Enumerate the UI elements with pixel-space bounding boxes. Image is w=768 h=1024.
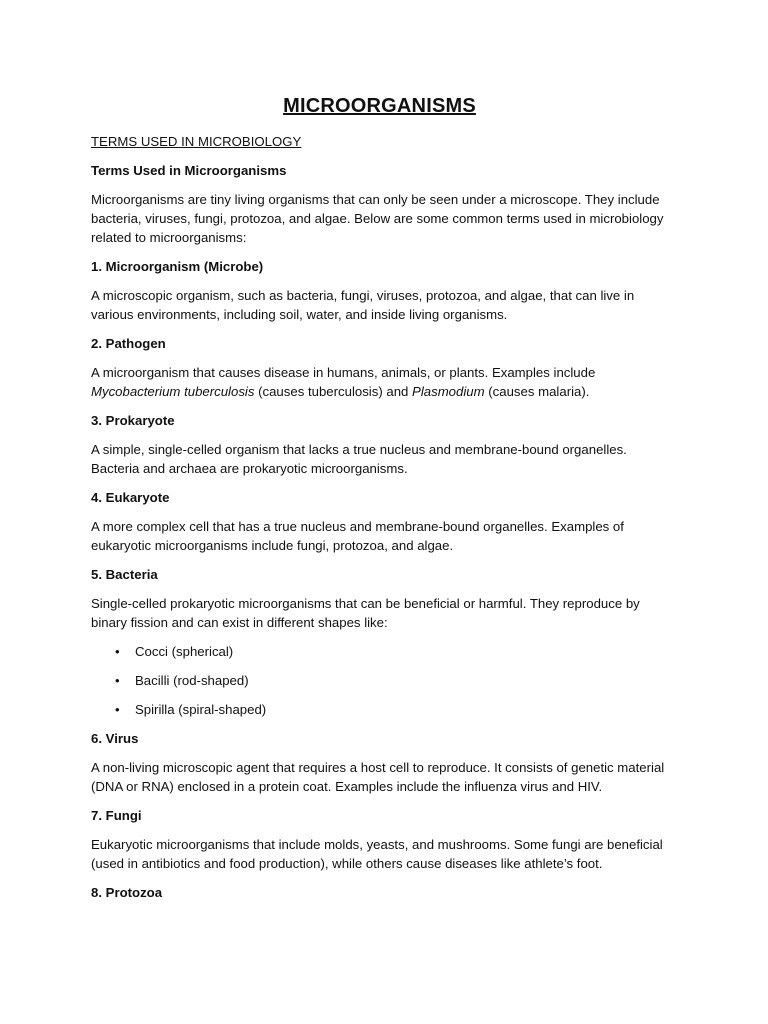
term-heading: 6. Virus	[91, 731, 139, 746]
term-heading: 2. Pathogen	[91, 336, 166, 351]
list-item	[91, 642, 668, 661]
term-definition: A microscopic organism, such as bacteria, fungi, viruses, protozoa, and algae, that can live in various environments, including soil, water, and inside living organisms.	[91, 288, 635, 322]
bullet-icon: •	[115, 644, 120, 659]
term-heading: 5. Bacteria	[91, 567, 158, 582]
term-definition: A simple, single-celled organism that lacks a true nucleus and membrane-bound organelles. Bacteria and archaea are prokaryotic microorganisms.	[91, 442, 627, 476]
bullet-icon: •	[115, 702, 120, 717]
document-subheading: TERMS USED IN MICROBIOLOGY	[91, 134, 302, 149]
text-run: A microorganism that causes disease in humans, animals, or plants. Examples include	[91, 365, 596, 380]
text-run: (causes tuberculosis) and	[254, 384, 413, 399]
list-item-text: Bacilli (rod-shaped)	[135, 673, 249, 688]
term-heading: 1. Microorganism (Microbe)	[91, 259, 264, 274]
species-name: Mycobacterium tuberculosis	[91, 384, 255, 399]
term-definition: Eukaryotic microorganisms that include molds, yeasts, and mushrooms. Some fungi are beneficial (used in antibiotics and food production), while others cause diseases like athlete’s foot.	[91, 837, 663, 871]
list-item-text: Cocci (spherical)	[135, 644, 234, 659]
term-heading: 8. Protozoa	[91, 885, 163, 900]
text-run: (causes malaria).	[484, 384, 590, 399]
species-name: Plasmodium	[412, 384, 485, 399]
section-title: Terms Used in Microorganisms	[91, 163, 287, 178]
document-title: MICROORGANISMS	[283, 95, 476, 117]
term-definition: A more complex cell that has a true nucleus and membrane-bound organelles. Examples of eukaryotic microorganisms include fungi, protozoa, and algae.	[91, 519, 624, 553]
list-item-text: Spirilla (spiral-shaped)	[135, 702, 267, 717]
term-definition: Single-celled prokaryotic microorganisms that can be beneficial or harmful. They reproduce by binary fission and can exist in different shapes like:	[91, 596, 640, 630]
term-heading: 3. Prokaryote	[91, 413, 175, 428]
list-item	[91, 671, 668, 690]
intro-paragraph: Microorganisms are tiny living organisms that can only be seen under a microscope. They include bacteria, viruses, fungi, protozoa, and algae. Below are some common terms used in microbiology related to microorganisms:	[91, 192, 664, 245]
bullet-icon: •	[115, 673, 120, 688]
list-item	[91, 700, 668, 719]
term-heading: 7. Fungi	[91, 808, 142, 823]
term-definition	[91, 363, 668, 401]
term-heading: 4. Eukaryote	[91, 490, 170, 505]
term-definition: A non-living microscopic agent that requires a host cell to reproduce. It consists of genetic material (DNA or RNA) enclosed in a protein coat. Examples include the influenza virus and HIV.	[91, 760, 665, 794]
bacteria-shapes-list	[91, 642, 668, 719]
